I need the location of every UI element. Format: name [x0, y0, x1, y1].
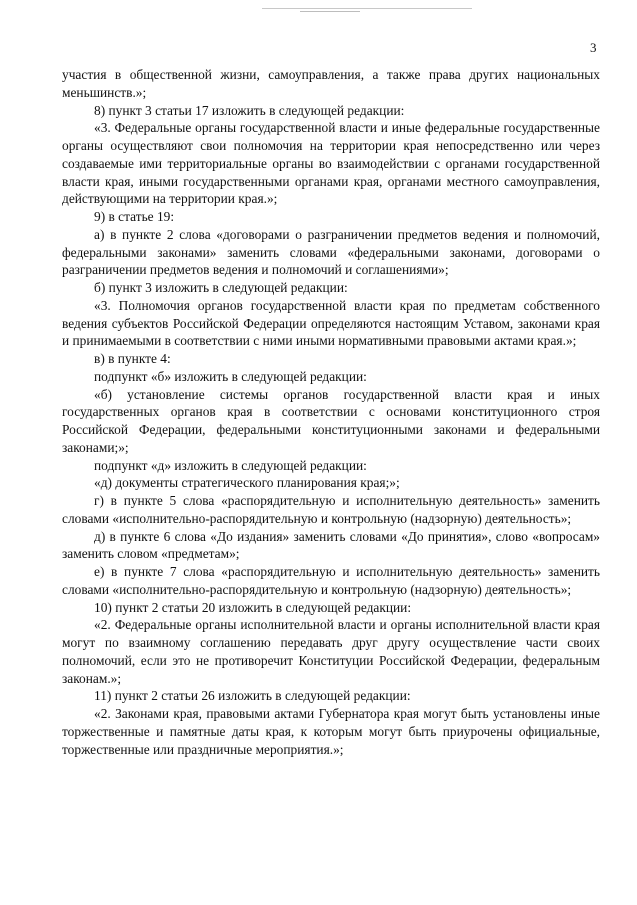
- scan-top-rule-short: [300, 11, 360, 12]
- page-number: 3: [590, 40, 597, 55]
- paragraph: 9) в статье 19:: [94, 209, 175, 224]
- paragraph: 8) пункт 3 статьи 17 изложить в следующей редакции:: [94, 102, 405, 118]
- paragraph: «3. Федеральные органы государственной власти и иные федеральные государственные органы осуществляют свои полномочия на территории края непосредственно или через создаваемые ими территориальные органы во взаимодействии с органами государственной власти края, иными государственными органами края, органами местного самоуправления, действующими на территории края.»;: [62, 120, 600, 207]
- paragraph: а) в пункте 2 слова «договорами о разграничении предметов ведения и полномочий, федеральными законами» заменить словами «федеральными законами, договорами о разграничении предметов ведения и полномочий и соглашениями»;: [62, 226, 600, 278]
- paragraph: «2. Законами края, правовыми актами Губернатора края могут быть установлены иные торжественные и памятные даты края, к которым могут быть приурочены официальные, торжественные или праздничные мероприятия.»;: [62, 706, 600, 757]
- paragraph: 11) пункт 2 статьи 26 изложить в следующей редакции:: [94, 688, 411, 704]
- paragraph: 10) пункт 2 статьи 20 изложить в следующей редакции:: [94, 599, 412, 615]
- paragraph: в) в пункте 4:: [94, 351, 171, 366]
- paragraph: подпункт «б» изложить в следующей редакции:: [94, 368, 367, 384]
- paragraph: «2. Федеральные органы исполнительной власти и органы исполнительной власти края могут по взаимному соглашению передавать друг другу осуществление части своих полномочий, если это не противоречит Конституции Российской Федерации, федеральным законам.»;: [62, 617, 600, 686]
- paragraph: «д) документы стратегического планирования края;»;: [94, 475, 400, 491]
- document-body: [62, 66, 600, 758]
- scan-top-rule: [262, 8, 472, 9]
- paragraph: подпункт «д» изложить в следующей редакции:: [94, 457, 367, 473]
- paragraph: г) в пункте 5 слова «распорядительную и исполнительную деятельность» заменить словами «исполнительно-распорядительную и контрольную (надзорную) деятельность»;: [62, 493, 600, 526]
- paragraph: е) в пункте 7 слова «распорядительную и исполнительную деятельность» заменить словами «исполнительно-распорядительную и контрольную (надзорную) деятельность»;: [62, 564, 600, 597]
- paragraph: б) пункт 3 изложить в следующей редакции:: [94, 280, 348, 295]
- paragraph: «3. Полномочия органов государственной власти края по предметам собственного ведения субъектов Российской Федерации определяются настоящим Уставом, законами края и принимаемыми в соответствии с ними иными нормативными правовыми актами края.»;: [62, 297, 600, 349]
- paragraph: участия в общественной жизни, самоуправления, а также права других национальных меньшинств.»;: [62, 67, 600, 100]
- paragraph: д) в пункте 6 слова «До издания» заменить словами «До принятия», слово «вопросам» заменить словом «предметам»;: [62, 528, 600, 562]
- paragraph: «б) установление системы органов государственной власти края и иных государственных органов края в соответствии с основами конституционного строя Российской Федерации, федеральными конституционными законами и федеральными законами;»;: [62, 386, 600, 455]
